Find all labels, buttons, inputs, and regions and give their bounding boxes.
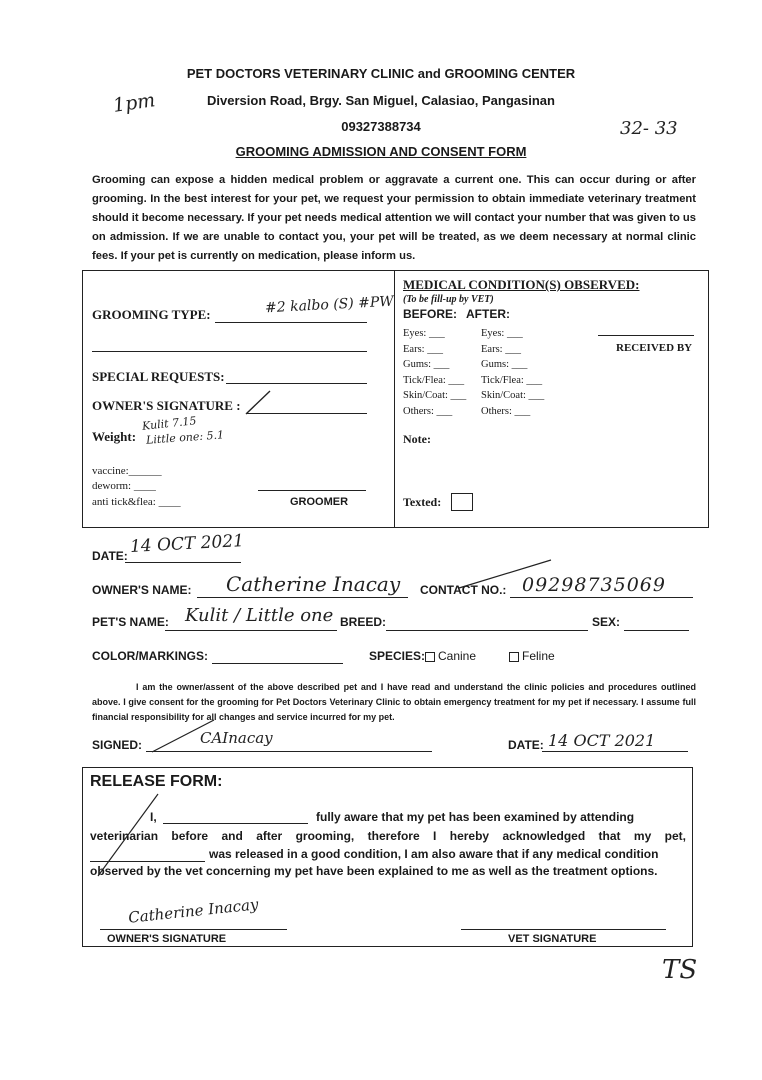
antitick-label: anti tick&flea: ____ — [92, 496, 181, 508]
signed-value[interactable]: CAInacay — [200, 729, 273, 747]
sex-field[interactable] — [624, 630, 689, 631]
before-gums[interactable]: Gums: ___ — [403, 359, 450, 371]
release-line4: observed by the vet concerning my pet have been explained to me as well as the treatment options. — [90, 864, 658, 878]
release-owner-signature[interactable]: Catherine Inacay — [127, 895, 260, 927]
before-eyes[interactable]: Eyes: ___ — [403, 328, 445, 339]
texted-checkbox[interactable] — [451, 493, 473, 511]
date-label: DATE: — [92, 549, 128, 563]
feline-checkbox[interactable] — [509, 652, 519, 662]
before-list — [403, 326, 466, 420]
after-tickflea[interactable]: Tick/Flea: ___ — [481, 374, 543, 386]
weight-value-2[interactable]: Little one: 5.1 — [145, 428, 225, 447]
signed-stroke — [148, 716, 218, 756]
contact-value[interactable]: 09298735069 — [522, 574, 666, 596]
grooming-type-value[interactable]: #2 kalbo (S) #PW — [264, 293, 395, 317]
species-canine-option[interactable] — [425, 649, 476, 663]
before-skincoat[interactable]: Skin/Coat: ___ — [403, 390, 467, 402]
vet-signature-line[interactable] — [461, 929, 666, 930]
color-label: COLOR/MARKINGS: — [92, 649, 208, 663]
breed-field[interactable] — [386, 630, 588, 631]
owner-signature-label: OWNER'S SIGNATURE : — [92, 398, 241, 413]
special-requests-field[interactable] — [226, 383, 367, 384]
form-title: GROOMING ADMISSION AND CONSENT FORM — [235, 144, 527, 159]
canine-checkbox[interactable] — [425, 652, 435, 662]
after-label: AFTER: — [466, 307, 510, 321]
species-feline-option[interactable] — [509, 649, 555, 663]
note-label: Note: — [403, 432, 431, 446]
clinic-name: PET DOCTORS VETERINARY CLINIC and GROOMING CENTER — [186, 66, 576, 81]
breed-label: BREED: — [340, 615, 387, 629]
before-ears[interactable]: Ears: ___ — [403, 343, 443, 355]
owner-signature-release-line[interactable] — [100, 929, 287, 930]
after-ears[interactable]: Ears: ___ — [481, 343, 521, 355]
signed-date-label: DATE: — [508, 738, 544, 752]
grooming-type-line-2[interactable] — [92, 351, 367, 352]
medical-title: MEDICAL CONDITION(S) OBSERVED: — [403, 277, 640, 292]
groomer-label: GROOMER — [290, 496, 349, 508]
before-others[interactable]: Others: ___ — [403, 405, 453, 417]
release-i: I, — [150, 810, 157, 824]
medical-subtitle: (To be fill-up by VET) — [403, 294, 494, 305]
after-eyes[interactable]: Eyes: ___ — [481, 328, 523, 339]
signed-date-value[interactable]: 14 OCT 2021 — [548, 731, 656, 750]
signed-label: SIGNED: — [92, 738, 143, 752]
pet-name-label: PET'S NAME: — [92, 615, 169, 629]
handwritten-time: 1pm — [111, 89, 157, 117]
release-line1: fully aware that my pet has been examined by attending — [316, 810, 635, 824]
weight-label: Weight: — [92, 429, 137, 444]
signature-stroke — [244, 388, 274, 416]
owner-signature-label-release: OWNER'S SIGNATURE — [107, 933, 227, 945]
clinic-address: Diversion Road, Brgy. San Miguel, Calasiao, Pangasinan — [207, 93, 555, 108]
release-strike-stroke — [92, 790, 162, 880]
grooming-type-label: GROOMING TYPE: — [92, 307, 211, 322]
groomer-signature-line[interactable] — [258, 490, 366, 491]
feline-label: Feline — [522, 649, 555, 663]
special-requests-label: SPECIAL REQUESTS: — [92, 369, 225, 384]
pet-name-value[interactable]: Kulit / Little one — [185, 605, 334, 626]
release-title: RELEASE FORM: — [90, 773, 223, 790]
after-others[interactable]: Others: ___ — [481, 405, 531, 417]
weight-value-1[interactable]: Kulit 7.15 — [141, 414, 198, 433]
received-by-label: RECEIVED BY — [616, 342, 693, 354]
texted-label: Texted: — [403, 495, 442, 509]
vaccine-label: vaccine:______ — [92, 465, 162, 477]
received-by-line[interactable] — [598, 335, 694, 336]
after-gums[interactable]: Gums: ___ — [481, 359, 528, 371]
owner-name-value[interactable]: Catherine Inacay — [226, 572, 401, 596]
release-line3: was released in a good condition, I am also aware that if any medical condition — [209, 847, 659, 861]
vet-signature-label: VET SIGNATURE — [508, 933, 597, 945]
date-value[interactable]: 14 OCT 2021 — [129, 531, 245, 557]
intro-paragraph: Grooming can expose a hidden medical problem or aggravate a current one. This can occur during or after grooming. In the best interest for your pet, we request your permission to obtain immediate veterinary treatment should it become necessary. If your pet needs medical attention we will contact your number that was given to us on admission. If we are unable to contact you, your pet will be treated, as we deem necessary at normal clinic fees. If your pet is currently on medication, please inform us. — [92, 174, 696, 262]
handwritten-initials: TS — [662, 955, 698, 985]
before-label: BEFORE: — [403, 307, 457, 321]
release-line2: veterinarian before and after grooming, therefore I hereby acknowledged that my pet, — [90, 829, 686, 843]
deworm-label: deworm: ____ — [92, 480, 156, 492]
sex-label: SEX: — [592, 615, 621, 629]
contact-label: CONTACT NO.: — [420, 583, 507, 597]
handwritten-number: 32- 33 — [620, 118, 678, 139]
after-list — [481, 326, 544, 420]
release-owner-name-field[interactable] — [163, 823, 308, 824]
clinic-phone: 09327388734 — [341, 119, 421, 134]
canine-label: Canine — [438, 649, 477, 663]
owner-name-label: OWNER'S NAME: — [92, 583, 192, 597]
consent-paragraph: I am the owner/assent of the above described pet and I have read and understand the clinic policies and procedures outlined above. I give consent for the grooming for Pet Doctors Veterinary Clinic to obtain emergency treatment for my pet if necessary. I assume full financial responsibility for all changes and service incurred for my pet. — [92, 682, 696, 722]
species-label: SPECIES: — [369, 649, 426, 663]
color-field[interactable] — [212, 663, 343, 664]
after-skincoat[interactable]: Skin/Coat: ___ — [481, 390, 545, 402]
contact-strike-stroke — [455, 556, 555, 592]
before-tickflea[interactable]: Tick/Flea: ___ — [403, 374, 465, 386]
